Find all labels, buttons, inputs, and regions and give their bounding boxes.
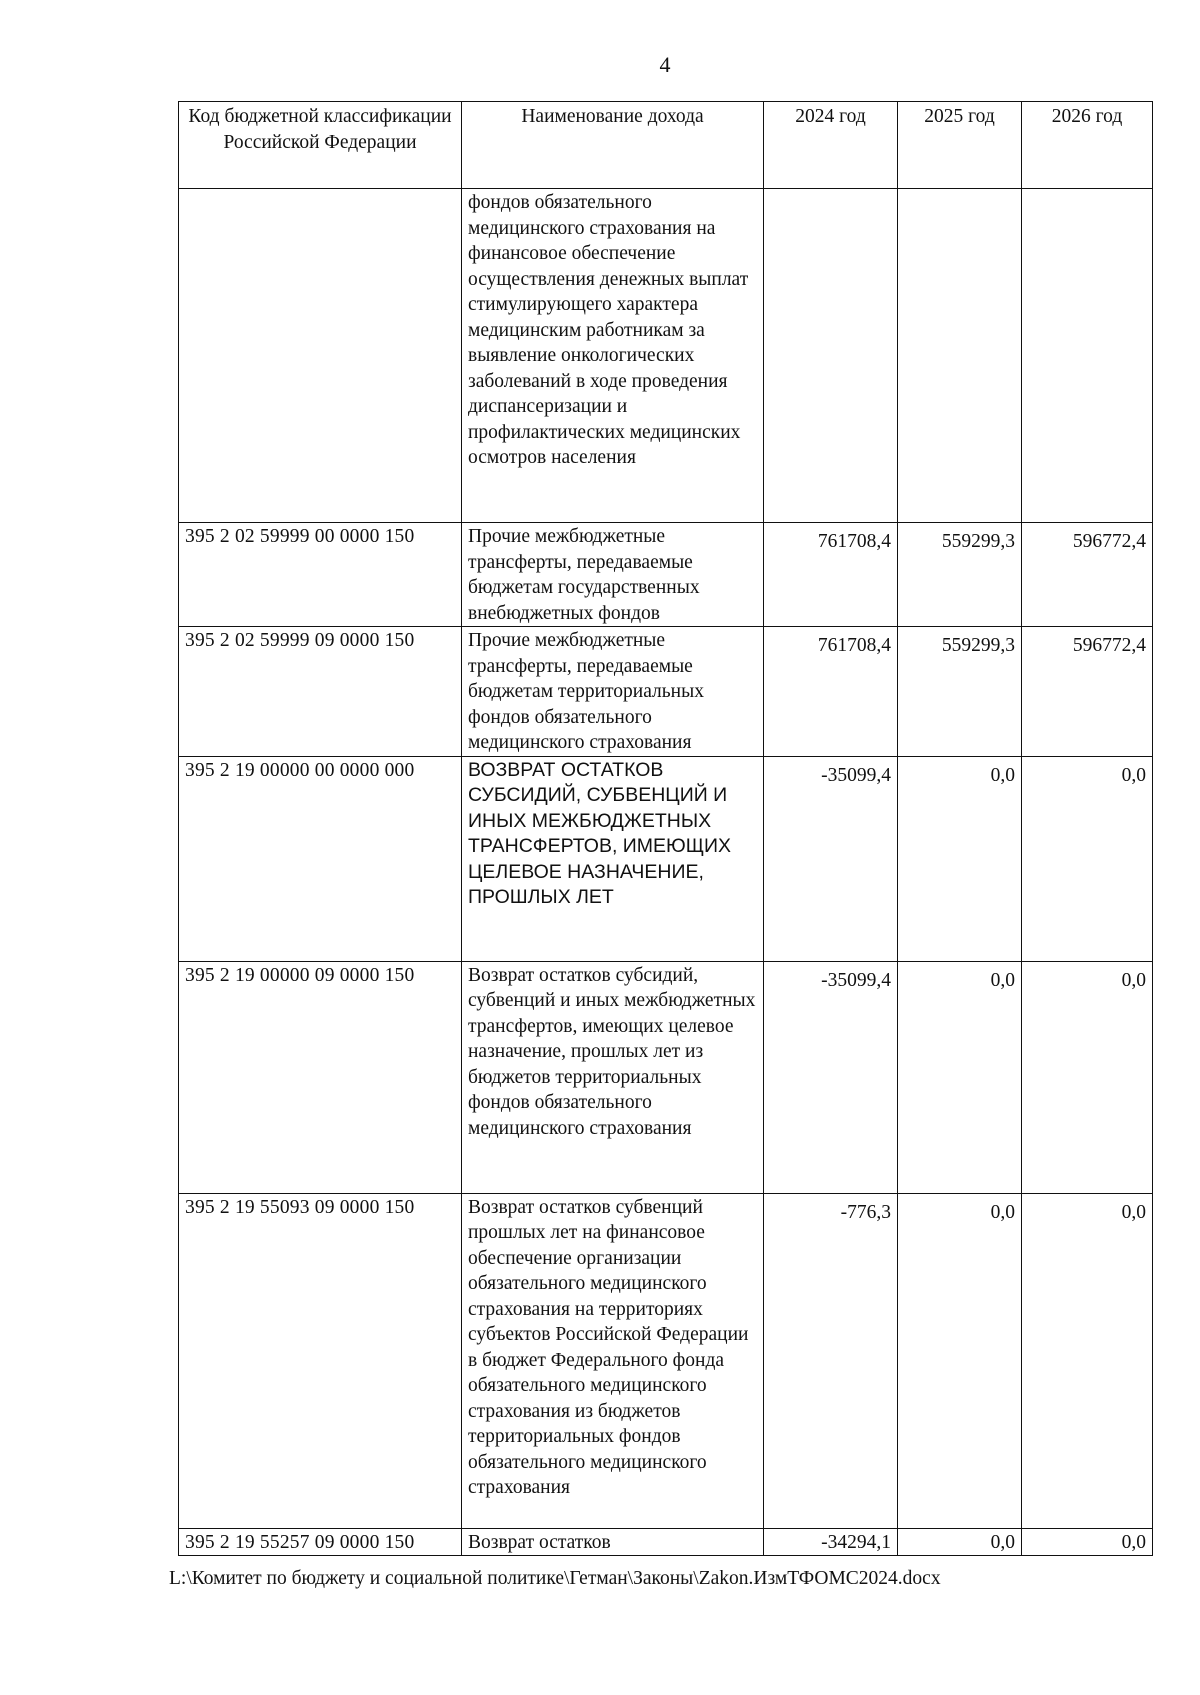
row-2026: 0,0 (1022, 1193, 1153, 1528)
row-name: Возврат остатков субсидий, субвенций и иных межбюджетных трансфертов, имеющих целевое назначение, прошлых лет из бюджетов территориальных фондов обязательного медицинского страхования (462, 961, 764, 1193)
header-name: Наименование дохода (462, 102, 764, 189)
row-name: Возврат остатков субвенций прошлых лет на финансовое обеспечение организации обязательного медицинского страхования на территориях субъектов Российской Федерации в бюджет Федерального фонда обязательного медицинского страхования из бюджетов территориальных фондов обязательного медицинского страхования (462, 1193, 764, 1528)
row-2025: 0,0 (898, 1528, 1022, 1556)
header-code: Код бюджетной классификации Российской Федерации (179, 102, 462, 189)
revenue-table (178, 101, 1153, 1556)
row-code: 395 2 19 00000 00 0000 000 (179, 756, 462, 961)
row-code: 395 2 19 55093 09 0000 150 (179, 1193, 462, 1528)
row-code: 395 2 02 59999 00 0000 150 (179, 523, 462, 627)
header-2026: 2026 год (1022, 102, 1153, 189)
row-code: 395 2 19 00000 09 0000 150 (179, 961, 462, 1193)
row-2025: 559299,3 (898, 523, 1022, 627)
row-2026: 596772,4 (1022, 523, 1153, 627)
row-name: Возврат остатков (462, 1528, 764, 1556)
row-2025: 559299,3 (898, 627, 1022, 757)
row-2024 (764, 189, 898, 523)
row-2026: 0,0 (1022, 1528, 1153, 1556)
row-name: фондов обязательного медицинского страхования на финансовое обеспечение осуществления денежных выплат стимулирующего характера медицинским работникам за выявление онкологических заболеваний в ходе проведения диспансеризации и профилактических медицинских осмотров населения (462, 189, 764, 523)
header-2025: 2025 год (898, 102, 1022, 189)
row-2024: -35099,4 (764, 961, 898, 1193)
row-code (179, 189, 462, 523)
row-code: 395 2 19 55257 09 0000 150 (179, 1528, 462, 1556)
row-2024: -776,3 (764, 1193, 898, 1528)
row-name: Прочие межбюджетные трансферты, передаваемые бюджетам государственных внебюджетных фондов (462, 523, 764, 627)
row-2024: -35099,4 (764, 756, 898, 961)
table-row (179, 1528, 1153, 1556)
row-2026 (1022, 189, 1153, 523)
row-2025: 0,0 (898, 756, 1022, 961)
row-2025: 0,0 (898, 1193, 1022, 1528)
row-name: Прочие межбюджетные трансферты, передаваемые бюджетам территориальных фондов обязательного медицинского страхования (462, 627, 764, 757)
row-2026: 596772,4 (1022, 627, 1153, 757)
row-2024: 761708,4 (764, 627, 898, 757)
header-2024: 2024 год (764, 102, 898, 189)
table-row (179, 1193, 1153, 1528)
row-2024: 761708,4 (764, 523, 898, 627)
row-name: ВОЗВРАТ ОСТАТКОВ СУБСИДИЙ, СУБВЕНЦИЙ И ИНЫХ МЕЖБЮДЖЕТНЫХ ТРАНСФЕРТОВ, ИМЕЮЩИХ ЦЕЛЕВОЕ НАЗНАЧЕНИЕ, ПРОШЛЫХ ЛЕТ (462, 756, 764, 961)
row-2025 (898, 189, 1022, 523)
footer-file-path: L:\Комитет по бюджету и социальной политике\Гетман\Законы\Zakon.ИзмТФОМС2024.docx (169, 1568, 941, 1589)
table-row (179, 189, 1153, 523)
row-2024: -34294,1 (764, 1528, 898, 1556)
page-number: 4 (659, 52, 671, 77)
row-2026: 0,0 (1022, 756, 1153, 961)
row-code: 395 2 02 59999 09 0000 150 (179, 627, 462, 757)
table-row (179, 961, 1153, 1193)
table-row (179, 523, 1153, 627)
table-row (179, 627, 1153, 757)
table-row (179, 756, 1153, 961)
row-2026: 0,0 (1022, 961, 1153, 1193)
row-2025: 0,0 (898, 961, 1022, 1193)
table-header-row (179, 102, 1153, 189)
